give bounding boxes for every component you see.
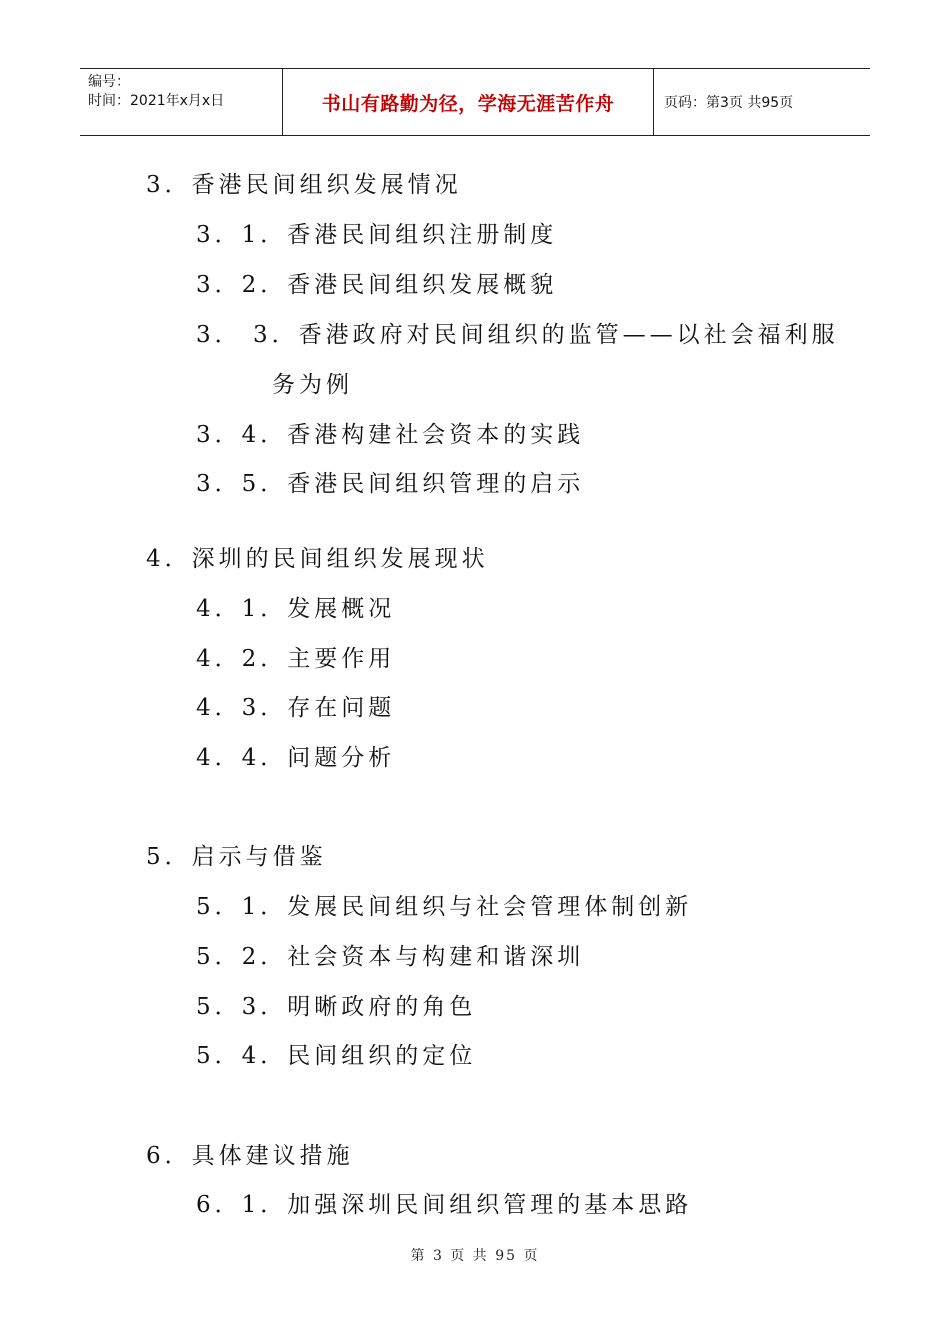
toc-item: 4．3．存在问题 xyxy=(196,695,396,721)
toc-item: 5．2．社会资本与构建和谐深圳 xyxy=(196,944,585,970)
toc-item: 5．4．民间组织的定位 xyxy=(196,1043,477,1069)
header-page-info: 页码：第3页 共95页 xyxy=(664,95,794,111)
date-label: 时间：2021年x月x日 xyxy=(88,93,225,109)
toc-item: 4．2．主要作用 xyxy=(196,646,396,672)
toc-item-continuation: 务为例 xyxy=(272,372,353,398)
header-motto: 书山有路勤为径，学海无涯苦作舟 xyxy=(282,69,654,135)
toc-item: 3．2．香港民间组织发展概貌 xyxy=(196,272,558,298)
toc-item: 4．深圳的民间组织发展现状 xyxy=(146,546,489,572)
toc-item: 3．5．香港民间组织管理的启示 xyxy=(196,471,585,497)
toc-item: 3．1．香港民间组织注册制度 xyxy=(196,222,558,248)
toc-item: 3．香港民间组织发展情况 xyxy=(146,172,462,198)
toc-item: 6．1．加强深圳民间组织管理的基本思路 xyxy=(196,1192,693,1218)
toc-item: 3． 3．香港政府对民间组织的监管——以社会福利服 xyxy=(196,322,839,348)
toc-item: 3．4．香港构建社会资本的实践 xyxy=(196,422,585,448)
toc-item: 5．启示与借鉴 xyxy=(146,844,327,870)
toc-item: 4．1．发展概况 xyxy=(196,596,396,622)
toc-item: 4．4．问题分析 xyxy=(196,745,396,771)
page-footer: 第 3 页 共 95 页 xyxy=(410,1248,540,1264)
page-header xyxy=(80,68,870,136)
header-meta xyxy=(80,69,282,135)
doc-number-label: 编号： xyxy=(88,74,130,90)
toc-item: 5．3．明晰政府的角色 xyxy=(196,994,477,1020)
toc-item: 6．具体建议措施 xyxy=(146,1143,354,1169)
toc-item: 5．1．发展民间组织与社会管理体制创新 xyxy=(196,894,693,920)
